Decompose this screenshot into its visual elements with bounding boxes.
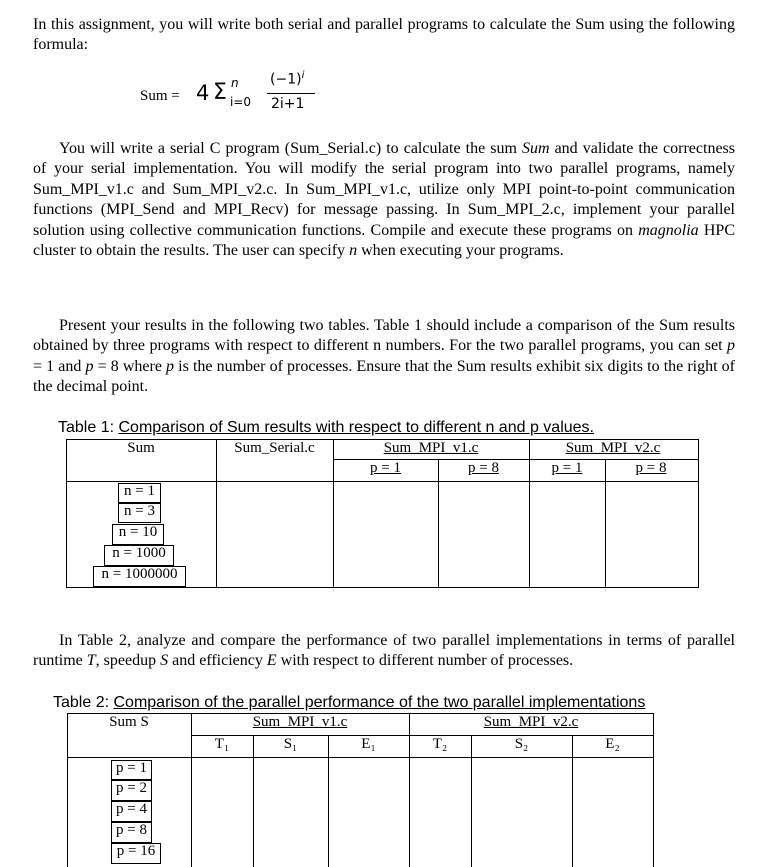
table2-row-label: p = 8 — [116, 822, 147, 838]
table2-row-label: p = 1 — [116, 760, 147, 776]
instructions-paragraph: You will write a serial C program (Sum_Serial.c) to calculate the sum Sum and validate the correctness of your serial implementation. You will modify the serial program into two parallel programs, namely Sum_MPI_v1.c and Sum_MPI_v2.c. In Sum_MPI_v1.c, utilize only MPI point-to-point communication functions (MPI_Send and MPI_Recv) for message passing. In Sum_MPI_2.c, implement your parallel solution using collective communication functions. Compile and execute these programs on magnolia HPC cluster to obtain the results. The user can specify n when executing your programs. — [33, 140, 735, 260]
table1-row-label: n = 10 — [118, 524, 158, 540]
results-paragraph: Present your results in the following two tables. Table 1 should include a comparison of the Sum results obtained by three programs with respect to different n numbers. For the two parallel programs, you can set p = 1 and p = 8 where p is the number of processes. Ensure that the Sum results exhibit six digits to the right of the decimal point. — [33, 317, 736, 396]
formula-numerator: $(-1)^i$ — [270, 70, 305, 88]
intro-paragraph: In this assignment, you will write both serial and parallel programs to calculate the Sum using the following formula: — [33, 16, 735, 54]
table2-s1: S₁ — [283, 736, 298, 752]
formula-denominator: 2i+1 — [271, 96, 305, 112]
table2-row-label: p = 2 — [116, 780, 147, 796]
table1-header-serial: Sum_Serial.c — [234, 440, 315, 456]
sum-formula — [140, 70, 340, 120]
table1-row-label: n = 3 — [124, 503, 155, 519]
table1-header-v1: Sum_MPI_v1.c — [383, 440, 479, 456]
table2-header-v2: Sum_MPI_v2.c — [483, 714, 579, 730]
formula-lower-limit: i=0 — [230, 95, 252, 109]
performance-paragraph: In Table 2, analyze and compare the performance of two parallel implementations in terms of parallel runtime T, speedup S and efficiency E with respect to different number of processes. — [33, 632, 735, 670]
table2-header-sum: Sum S — [109, 714, 149, 730]
table1-caption: Table 1: Comparison of Sum results with respect to different n and p values. — [58, 419, 594, 436]
table1-v1-p8: p = 8 — [468, 460, 499, 476]
table2-t2: T₂ — [432, 736, 448, 752]
table1-v1-p1: p = 1 — [370, 460, 401, 476]
table2-e2: E₂ — [605, 736, 620, 752]
table1-header-v2: Sum_MPI_v2.c — [565, 440, 661, 456]
formula-coefficient: 4 — [196, 81, 210, 105]
table2-row-label: p = 16 — [116, 843, 156, 859]
formula-upper-limit: n — [231, 76, 239, 90]
table1-header-sum: Sum — [127, 440, 155, 456]
formula-lhs: Sum = — [140, 88, 180, 104]
table2-header-v1: Sum_MPI_v1.c — [252, 714, 348, 730]
table1-v2-p8: p = 8 — [635, 460, 667, 476]
table2-e1: E₁ — [361, 736, 376, 752]
fraction-bar — [267, 93, 315, 94]
table1-v2-p1: p = 1 — [551, 460, 583, 476]
table1-row-label: n = 1 — [124, 483, 155, 499]
table1-row-label: n = 1000000 — [101, 566, 178, 582]
table1-row-label: n = 1000 — [112, 545, 166, 561]
table2-row-label: p = 4 — [116, 801, 147, 817]
table2-s2: S₂ — [514, 736, 529, 752]
table2-t1: T₁ — [214, 736, 230, 752]
sigma-icon: Σ — [213, 80, 227, 105]
table2-caption: Table 2: Comparison of the parallel performance of the two parallel implementations — [53, 694, 646, 711]
